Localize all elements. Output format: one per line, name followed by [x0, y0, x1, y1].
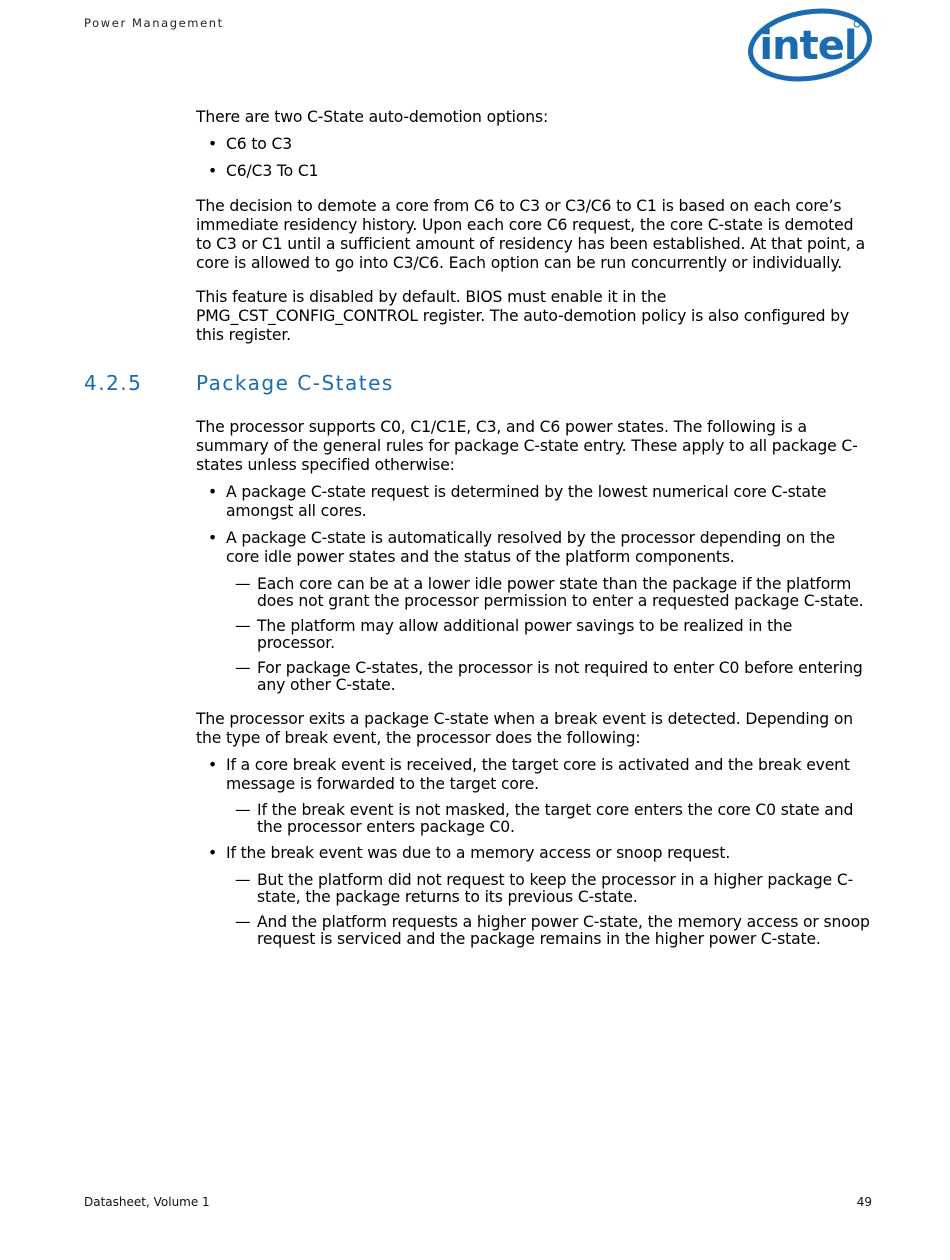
intro-lead: There are two C-State auto-demotion options: — [196, 108, 549, 126]
sub-list-item: — For package C-states, the processor is not required to enter C0 before entering any other C-state. — [196, 660, 872, 694]
intel-logo-text: intel — [759, 23, 857, 69]
demotion-options — [196, 135, 872, 181]
section-number: 4.2.5 — [84, 371, 143, 395]
sub-list — [226, 872, 872, 948]
list-item — [196, 529, 872, 694]
list-item-text: A package C-state is automatically resolved by the processor depending on the core idle power states and the status of the platform components. — [226, 529, 836, 566]
sub-list-item: — And the platform requests a higher power C-state, the memory access or snoop request is serviced and the package remains in the higher power C-state. — [196, 914, 872, 948]
sub-list-item: — But the platform did not request to keep the processor in a higher package C-state, the package returns to its previous C-state. — [196, 872, 872, 906]
list-item-text: If the break event was due to a memory access or snoop request. — [226, 844, 731, 862]
intel-logo — [744, 2, 876, 88]
running-header: Power Management — [84, 16, 224, 30]
section-title: Package C-States — [196, 371, 394, 395]
list-item-text: If a core break event is received, the target core is activated and the break event message is forwarded to the target core. — [226, 756, 850, 793]
sub-list — [226, 802, 872, 836]
paragraph: The decision to demote a core from C6 to C3 or C3/C6 to C1 is based on each core’s immediate residency history. Upon each core C6 request, the core C-state is demoted to C3 or C1 until a sufficient amount of residency has been established. At that point, a core is allowed to go into C3/C6. Each option can be run concurrently or individually. — [196, 197, 865, 272]
sub-list-item: — Each core can be at a lower idle power state than the package if the platform does not grant the processor permission to enter a requested package C-state. — [196, 576, 872, 610]
sub-list-item: — The platform may allow additional power savings to be realized in the processor. — [196, 618, 872, 652]
list-item — [196, 844, 872, 948]
list-item: • C6/C3 To C1 — [196, 162, 872, 181]
paragraph: The processor supports C0, C1/C1E, C3, and C6 power states. The following is a summary of the general rules for package C-state entry. These apply to all package C-states unless specified otherwise: — [196, 418, 858, 474]
exit-list — [196, 756, 872, 948]
sub-list — [226, 576, 872, 694]
footer-document-title: Datasheet, Volume 1 — [84, 1195, 210, 1209]
list-item: • A package C-state request is determined by the lowest numerical core C-state amongst all cores. — [196, 483, 872, 521]
list-item — [196, 756, 872, 836]
sub-list-item: — If the break event is not masked, the target core enters the core C0 state and the processor enters package C0. — [196, 802, 872, 836]
list-item: • C6 to C3 — [196, 135, 872, 154]
rules-list — [196, 483, 872, 694]
page-number: 49 — [856, 1195, 872, 1209]
paragraph: The processor exits a package C-state when a break event is detected. Depending on the type of break event, the processor does the following: — [196, 710, 853, 747]
paragraph: This feature is disabled by default. BIOS must enable it in the PMG_CST_CONFIG_CONTROL register. The auto-demotion policy is also configured by this register. — [196, 288, 850, 344]
page-body — [196, 108, 872, 948]
